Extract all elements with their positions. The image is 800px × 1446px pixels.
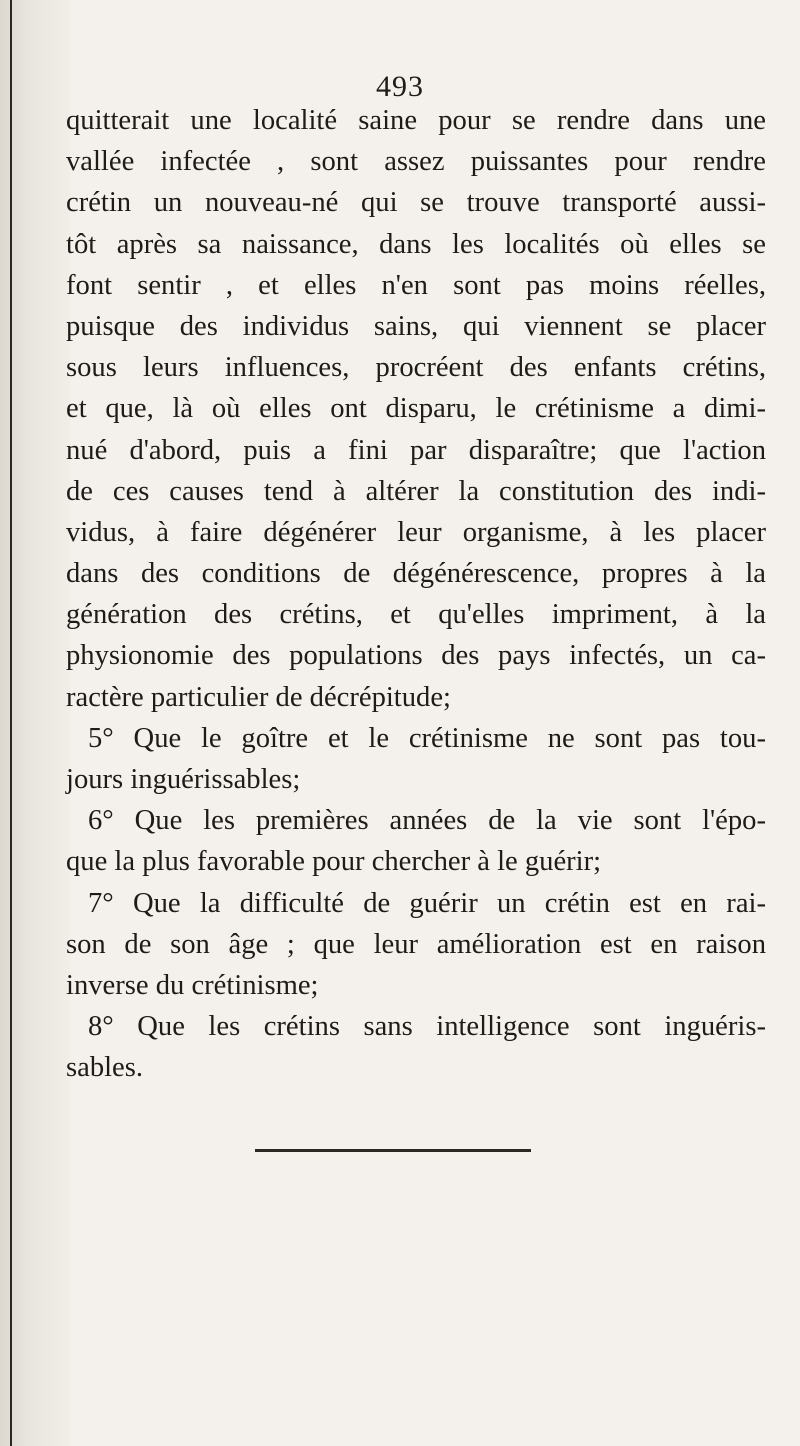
text-line: crétin un nouveau-né qui se trouve transporté aussi- [66,187,766,219]
text-line: de ces causes tend à altérer la constitution des indi- [66,475,766,507]
page-edge-line [10,0,12,1446]
text-line: puisque des individus sains, qui viennent se placer [66,310,766,342]
text-line: nué d'abord, puis a fini par disparaître; que l'action [66,434,766,466]
text-line: jours inguérissables; [66,764,301,795]
text-line: 8° Que les crétins sans intelligence sont inguéris- [88,1011,766,1043]
text-line: 7° Que la difficulté de guérir un crétin est en rai- [88,887,766,919]
text-line: 5° Que le goître et le crétinisme ne sont pas tou- [88,722,766,754]
text-line: sous leurs influences, procréent des enfants crétins, [66,352,766,384]
text-line: que la plus favorable pour chercher à le guérir; [66,846,602,878]
text-line: quitterait une localité saine pour se rendre dans une [66,105,766,136]
text-line: sables. [66,1052,144,1084]
text-line: physionomie des populations des pays infectés, un ca- [66,640,766,672]
end-of-section-rule [255,1149,531,1152]
text-line: 6° Que les premières années de la vie sont l'épo- [88,805,766,837]
text-line: inverse du crétinisme; [66,969,319,1001]
text-line: tôt après sa naissance, dans les localités où elles se [66,228,766,260]
text-line: son de son âge ; que leur amélioration est en raison [66,928,766,960]
text-line: dans des conditions de dégénérescence, propres à la [66,558,766,590]
text-line: vallée infectée , sont assez puissantes pour rendre [66,146,766,178]
body-text [66,100,766,1089]
page-number: 493 [376,70,424,103]
text-line: font sentir , et elles n'en sont pas moins réelles, [66,269,766,301]
text-line: ractère particulier de décrépitude; [66,681,451,713]
text-line: vidus, à faire dégénérer leur organisme, à les placer [66,516,766,548]
text-line: génération des crétins, et qu'elles impriment, à la [66,599,766,631]
text-line: et que, là où elles ont disparu, le crétinisme a dimi- [66,393,766,425]
